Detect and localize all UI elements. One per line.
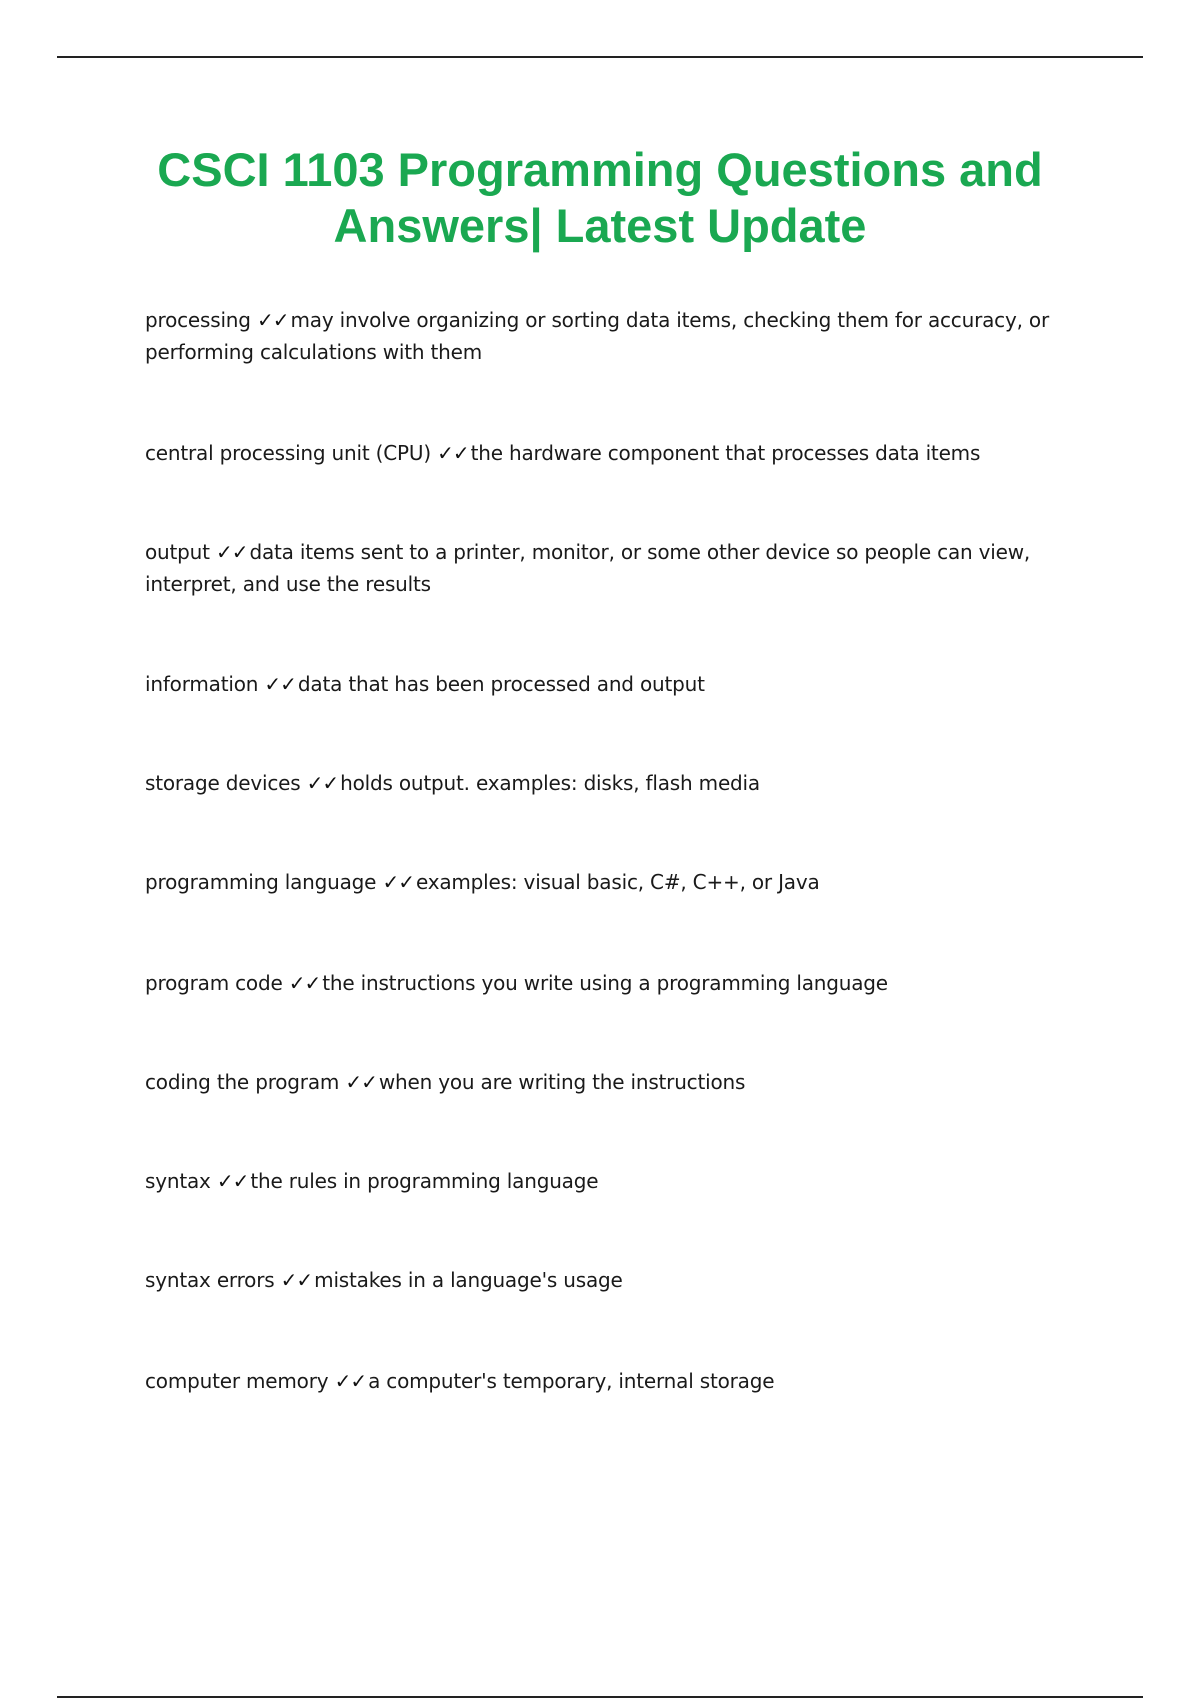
- double-check-icon: ✓✓: [264, 672, 296, 696]
- double-check-icon: ✓✓: [256, 308, 289, 332]
- entry-definition: the instructions you write using a programming language: [322, 971, 888, 995]
- entry-definition: a computer's temporary, internal storage: [368, 1369, 775, 1393]
- double-check-icon: ✓✓: [382, 870, 414, 894]
- entry-term: program code: [145, 971, 283, 995]
- entry-term: storage devices: [145, 771, 301, 795]
- qa-entry-processing: [145, 304, 1075, 368]
- entry-definition: data that has been processed and output: [297, 672, 705, 696]
- double-check-icon: ✓✓: [215, 540, 248, 564]
- entry-term: programming language: [145, 870, 377, 894]
- entry-definition: data items sent to a printer, monitor, or some other device so people can view, interpret, and use the results: [145, 540, 1031, 596]
- qa-entry-coding-the-program: [145, 1066, 1075, 1098]
- double-check-icon: ✓✓: [288, 971, 321, 995]
- qa-entry-cpu: [145, 437, 1075, 469]
- bottom-rule: [57, 1696, 1143, 1698]
- qa-entry-syntax: [145, 1165, 1075, 1197]
- qa-entry-information: [145, 668, 1075, 700]
- entry-term: output: [145, 540, 210, 564]
- double-check-icon: ✓✓: [216, 1169, 249, 1193]
- entry-definition: the rules in programming language: [250, 1169, 599, 1193]
- double-check-icon: ✓✓: [437, 441, 469, 465]
- double-check-icon: ✓✓: [306, 771, 339, 795]
- entry-definition: mistakes in a language's usage: [314, 1268, 623, 1292]
- entry-term: processing: [145, 308, 251, 332]
- entry-term: coding the program: [145, 1070, 340, 1094]
- entry-term: information: [145, 672, 259, 696]
- entry-term: computer memory: [145, 1369, 329, 1393]
- entry-definition: when you are writing the instructions: [378, 1070, 746, 1094]
- double-check-icon: ✓✓: [334, 1369, 367, 1393]
- double-check-icon: ✓✓: [280, 1268, 313, 1292]
- qa-entry-program-code: [145, 967, 1075, 999]
- entry-term: syntax: [145, 1169, 211, 1193]
- qa-entry-computer-memory: [145, 1365, 1075, 1397]
- top-rule: [57, 56, 1143, 58]
- qa-entry-syntax-errors: [145, 1264, 1075, 1296]
- entry-definition: may involve organizing or sorting data items, checking them for accuracy, or performing calculations with them: [145, 308, 1049, 364]
- entry-definition: the hardware component that processes data items: [470, 441, 981, 465]
- entry-term: central processing unit (CPU): [145, 441, 431, 465]
- qa-entry-output: [145, 536, 1075, 600]
- entry-definition: holds output. examples: disks, flash media: [340, 771, 760, 795]
- entry-definition: examples: visual basic, C#, C++, or Java: [415, 870, 820, 894]
- qa-entry-programming-language: [145, 866, 1075, 898]
- qa-entry-storage-devices: [145, 767, 1075, 799]
- entry-term: syntax errors: [145, 1268, 275, 1292]
- document-title: CSCI 1103 Programming Questions and Answers| Latest Update: [157, 143, 1043, 252]
- double-check-icon: ✓✓: [345, 1070, 377, 1094]
